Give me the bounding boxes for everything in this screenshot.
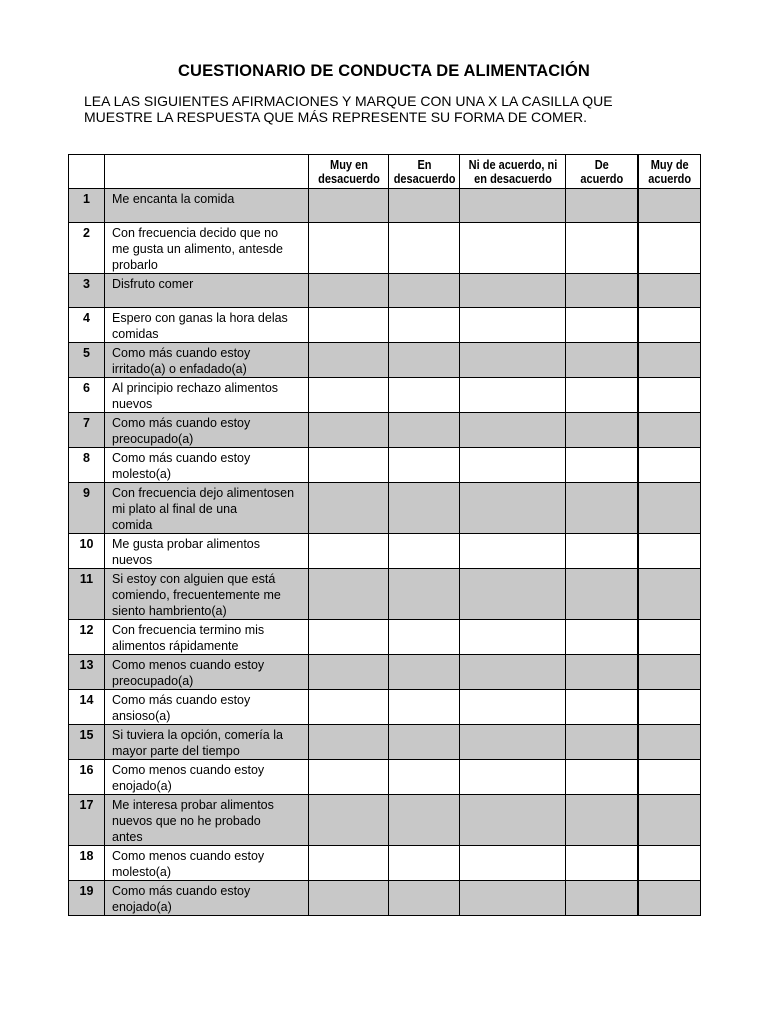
item-statement	[105, 760, 309, 795]
item-number: 1	[69, 189, 105, 223]
table-row	[69, 343, 701, 378]
response-checkbox-cell[interactable]	[389, 308, 460, 343]
statement-line: molesto(a)	[112, 467, 172, 481]
statement-line: Me interesa probar alimentos	[112, 798, 274, 812]
table-row	[69, 690, 701, 725]
instructions-line: MUESTRE LA RESPUESTA QUE MÁS REPRESENTE SU FORMA DE COMER.	[84, 108, 588, 125]
response-checkbox-cell[interactable]	[460, 448, 566, 483]
response-checkbox-cell[interactable]	[309, 795, 389, 846]
response-checkbox-cell[interactable]	[638, 274, 701, 308]
item-statement	[105, 378, 309, 413]
response-checkbox-cell[interactable]	[309, 343, 389, 378]
response-checkbox-cell[interactable]	[566, 846, 638, 881]
statement-line: Me encanta la comida	[112, 192, 235, 206]
response-checkbox-cell[interactable]	[638, 881, 701, 916]
statement-line: Como más cuando estoy	[112, 416, 251, 430]
response-checkbox-cell[interactable]	[389, 378, 460, 413]
table-row	[69, 223, 701, 274]
item-number: 14	[69, 690, 105, 725]
response-checkbox-cell[interactable]	[460, 223, 566, 274]
item-statement	[105, 655, 309, 690]
response-checkbox-cell[interactable]	[638, 378, 701, 413]
table-row	[69, 534, 701, 569]
statement-line: antes	[112, 830, 143, 844]
response-checkbox-cell[interactable]	[566, 413, 638, 448]
statement-line: irritado(a) o enfadado(a)	[112, 362, 247, 376]
response-checkbox-cell[interactable]	[638, 413, 701, 448]
statement-line: enojado(a)	[112, 900, 172, 914]
response-checkbox-cell[interactable]	[389, 881, 460, 916]
table-row	[69, 795, 701, 846]
statement-line: Como menos cuando estoy	[112, 849, 265, 863]
table-row	[69, 760, 701, 795]
statement-line: molesto(a)	[112, 865, 172, 879]
response-checkbox-cell[interactable]	[309, 308, 389, 343]
response-checkbox-cell[interactable]	[566, 189, 638, 223]
response-checkbox-cell[interactable]	[309, 620, 389, 655]
response-checkbox-cell[interactable]	[389, 795, 460, 846]
response-checkbox-cell[interactable]	[566, 378, 638, 413]
statement-line: Si estoy con alguien que está	[112, 572, 276, 586]
item-statement	[105, 223, 309, 274]
response-checkbox-cell[interactable]	[566, 760, 638, 795]
response-checkbox-cell[interactable]	[389, 223, 460, 274]
response-checkbox-cell[interactable]	[460, 569, 566, 620]
header-muy-en-desacuerdo: Muy en desacuerdo	[313, 155, 383, 189]
item-number: 13	[69, 655, 105, 690]
response-checkbox-cell[interactable]	[638, 534, 701, 569]
response-checkbox-cell[interactable]	[389, 448, 460, 483]
response-checkbox-cell[interactable]	[460, 690, 566, 725]
questionnaire-table	[68, 154, 701, 916]
header-number-cell	[71, 155, 103, 189]
statement-line: enojado(a)	[112, 779, 172, 793]
response-checkbox-cell[interactable]	[566, 308, 638, 343]
table-row	[69, 308, 701, 343]
statement-line: nuevos	[112, 397, 153, 411]
statement-line: comidas	[112, 327, 159, 341]
statement-line: Si tuviera la opción, comería la	[112, 728, 283, 742]
table-row	[69, 448, 701, 483]
response-checkbox-cell[interactable]	[460, 795, 566, 846]
response-checkbox-cell[interactable]	[309, 655, 389, 690]
response-checkbox-cell[interactable]	[389, 620, 460, 655]
table-row	[69, 569, 701, 620]
item-number: 10	[69, 534, 105, 569]
response-checkbox-cell[interactable]	[309, 223, 389, 274]
item-statement	[105, 569, 309, 620]
statement-line: Como más cuando estoy	[112, 884, 251, 898]
response-checkbox-cell[interactable]	[638, 620, 701, 655]
item-statement	[105, 343, 309, 378]
statement-line: Como más cuando estoy	[112, 346, 251, 360]
response-checkbox-cell[interactable]	[309, 569, 389, 620]
statement-line: Como menos cuando estoy	[112, 763, 265, 777]
item-statement	[105, 881, 309, 916]
response-checkbox-cell[interactable]	[638, 690, 701, 725]
response-checkbox-cell[interactable]	[566, 690, 638, 725]
item-statement	[105, 690, 309, 725]
response-checkbox-cell[interactable]	[638, 483, 701, 534]
response-checkbox-cell[interactable]	[389, 189, 460, 223]
item-number: 12	[69, 620, 105, 655]
item-statement	[105, 620, 309, 655]
table-row	[69, 655, 701, 690]
table-header-row	[69, 155, 701, 189]
response-checkbox-cell[interactable]	[460, 308, 566, 343]
statement-line: Al principio rechazo alimentos	[112, 381, 279, 395]
response-checkbox-cell[interactable]	[460, 378, 566, 413]
response-checkbox-cell[interactable]	[566, 223, 638, 274]
item-number: 7	[69, 413, 105, 448]
item-number: 19	[69, 881, 105, 916]
response-checkbox-cell[interactable]	[566, 725, 638, 760]
response-checkbox-cell[interactable]	[460, 846, 566, 881]
response-checkbox-cell[interactable]	[566, 655, 638, 690]
statement-line: me gusta un alimento, antesde	[112, 242, 283, 256]
table-row	[69, 846, 701, 881]
response-checkbox-cell[interactable]	[638, 655, 701, 690]
response-checkbox-cell[interactable]	[460, 881, 566, 916]
response-checkbox-cell[interactable]	[460, 413, 566, 448]
response-checkbox-cell[interactable]	[309, 483, 389, 534]
response-checkbox-cell[interactable]	[638, 846, 701, 881]
response-checkbox-cell[interactable]	[309, 881, 389, 916]
statement-line: Disfruto comer	[112, 277, 194, 291]
response-checkbox-cell[interactable]	[638, 725, 701, 760]
statement-line: preocupado(a)	[112, 674, 194, 688]
item-number: 8	[69, 448, 105, 483]
item-statement	[105, 483, 309, 534]
response-checkbox-cell[interactable]	[309, 690, 389, 725]
item-number: 5	[69, 343, 105, 378]
item-number: 11	[69, 569, 105, 620]
response-checkbox-cell[interactable]	[309, 274, 389, 308]
response-checkbox-cell[interactable]	[389, 343, 460, 378]
response-checkbox-cell[interactable]	[309, 760, 389, 795]
item-statement	[105, 846, 309, 881]
statement-line: mi plato al final de una	[112, 502, 238, 516]
table-row	[69, 620, 701, 655]
item-number: 6	[69, 378, 105, 413]
response-checkbox-cell[interactable]	[566, 343, 638, 378]
item-number: 17	[69, 795, 105, 846]
table-row	[69, 413, 701, 448]
response-checkbox-cell[interactable]	[566, 274, 638, 308]
response-checkbox-cell[interactable]	[309, 846, 389, 881]
response-checkbox-cell[interactable]	[638, 448, 701, 483]
response-checkbox-cell[interactable]	[389, 690, 460, 725]
item-number: 15	[69, 725, 105, 760]
header-en-desacuerdo: En desacuerdo	[393, 155, 455, 189]
response-checkbox-cell[interactable]	[566, 881, 638, 916]
table-row	[69, 725, 701, 760]
table-row	[69, 189, 701, 223]
response-checkbox-cell[interactable]	[389, 274, 460, 308]
table-row	[69, 274, 701, 308]
statement-line: Con frecuencia dejo alimentosen	[112, 486, 295, 500]
statement-line: Con frecuencia termino mis	[112, 623, 265, 637]
statement-line: alimentos rápidamente	[112, 639, 239, 653]
response-checkbox-cell[interactable]	[389, 655, 460, 690]
statement-line: Como más cuando estoy	[112, 451, 251, 465]
item-statement	[105, 274, 309, 308]
response-checkbox-cell[interactable]	[389, 846, 460, 881]
statement-line: Como menos cuando estoy	[112, 658, 265, 672]
item-statement	[105, 308, 309, 343]
table-row	[69, 881, 701, 916]
response-checkbox-cell[interactable]	[566, 483, 638, 534]
statement-line: Como más cuando estoy	[112, 693, 251, 707]
header-statement-cell	[117, 155, 297, 189]
statement-line: Con frecuencia decido que no	[112, 226, 279, 240]
table-row	[69, 483, 701, 534]
item-number: 3	[69, 274, 105, 308]
statement-line: preocupado(a)	[112, 432, 194, 446]
response-checkbox-cell[interactable]	[389, 534, 460, 569]
response-checkbox-cell[interactable]	[460, 655, 566, 690]
response-checkbox-cell[interactable]	[389, 483, 460, 534]
item-number: 9	[69, 483, 105, 534]
item-statement	[105, 413, 309, 448]
response-checkbox-cell[interactable]	[309, 189, 389, 223]
response-checkbox-cell[interactable]	[460, 274, 566, 308]
response-checkbox-cell[interactable]	[566, 620, 638, 655]
item-statement	[105, 448, 309, 483]
item-statement	[105, 189, 309, 223]
item-number: 18	[69, 846, 105, 881]
instructions	[84, 94, 704, 125]
response-checkbox-cell[interactable]	[460, 343, 566, 378]
response-checkbox-cell[interactable]	[638, 189, 701, 223]
response-checkbox-cell[interactable]	[638, 308, 701, 343]
item-number: 16	[69, 760, 105, 795]
item-statement	[105, 534, 309, 569]
item-statement	[105, 795, 309, 846]
response-checkbox-cell[interactable]	[309, 448, 389, 483]
response-checkbox-cell[interactable]	[460, 483, 566, 534]
document-title: CUESTIONARIO DE CONDUCTA DE ALIMENTACIÓN	[178, 62, 590, 80]
response-checkbox-cell[interactable]	[389, 760, 460, 795]
statement-line: probarlo	[112, 258, 158, 272]
statement-line: siento hambriento(a)	[112, 604, 227, 618]
response-checkbox-cell[interactable]	[460, 725, 566, 760]
response-checkbox-cell[interactable]	[566, 795, 638, 846]
response-checkbox-cell[interactable]	[638, 795, 701, 846]
response-checkbox-cell[interactable]	[566, 534, 638, 569]
response-checkbox-cell[interactable]	[460, 534, 566, 569]
response-checkbox-cell[interactable]	[460, 760, 566, 795]
table-row	[69, 378, 701, 413]
response-checkbox-cell[interactable]	[389, 725, 460, 760]
item-number: 2	[69, 223, 105, 274]
statement-line: nuevos	[112, 553, 153, 567]
statement-line: comiendo, frecuentemente me	[112, 588, 281, 602]
statement-line: mayor parte del tiempo	[112, 744, 240, 758]
response-checkbox-cell[interactable]	[566, 569, 638, 620]
statement-line: Espero con ganas la hora delas	[112, 311, 288, 325]
instructions-line: LEA LAS SIGUIENTES AFIRMACIONES Y MARQUE CON UNA X LA CASILLA QUE	[84, 93, 613, 109]
statement-line: Me gusta probar alimentos	[112, 537, 260, 551]
response-checkbox-cell[interactable]	[566, 448, 638, 483]
response-checkbox-cell[interactable]	[309, 534, 389, 569]
header-ni-de-acuerdo: Ni de acuerdo, ni en desacuerdo	[466, 155, 559, 189]
response-checkbox-cell[interactable]	[638, 223, 701, 274]
response-checkbox-cell[interactable]	[460, 189, 566, 223]
response-checkbox-cell[interactable]	[309, 725, 389, 760]
response-checkbox-cell[interactable]	[638, 760, 701, 795]
item-statement	[105, 725, 309, 760]
response-checkbox-cell[interactable]	[309, 378, 389, 413]
item-number: 4	[69, 308, 105, 343]
statement-line: ansioso(a)	[112, 709, 171, 723]
response-checkbox-cell[interactable]	[389, 413, 460, 448]
response-checkbox-cell[interactable]	[638, 343, 701, 378]
response-checkbox-cell[interactable]	[638, 569, 701, 620]
statement-line: nuevos que no he probado	[112, 814, 261, 828]
response-checkbox-cell[interactable]	[309, 413, 389, 448]
response-checkbox-cell[interactable]	[389, 569, 460, 620]
statement-line: comida	[112, 518, 153, 532]
header-muy-de-acuerdo: Muy de acuerdo	[641, 155, 696, 189]
response-checkbox-cell[interactable]	[460, 620, 566, 655]
header-de-acuerdo: De acuerdo	[570, 155, 633, 189]
